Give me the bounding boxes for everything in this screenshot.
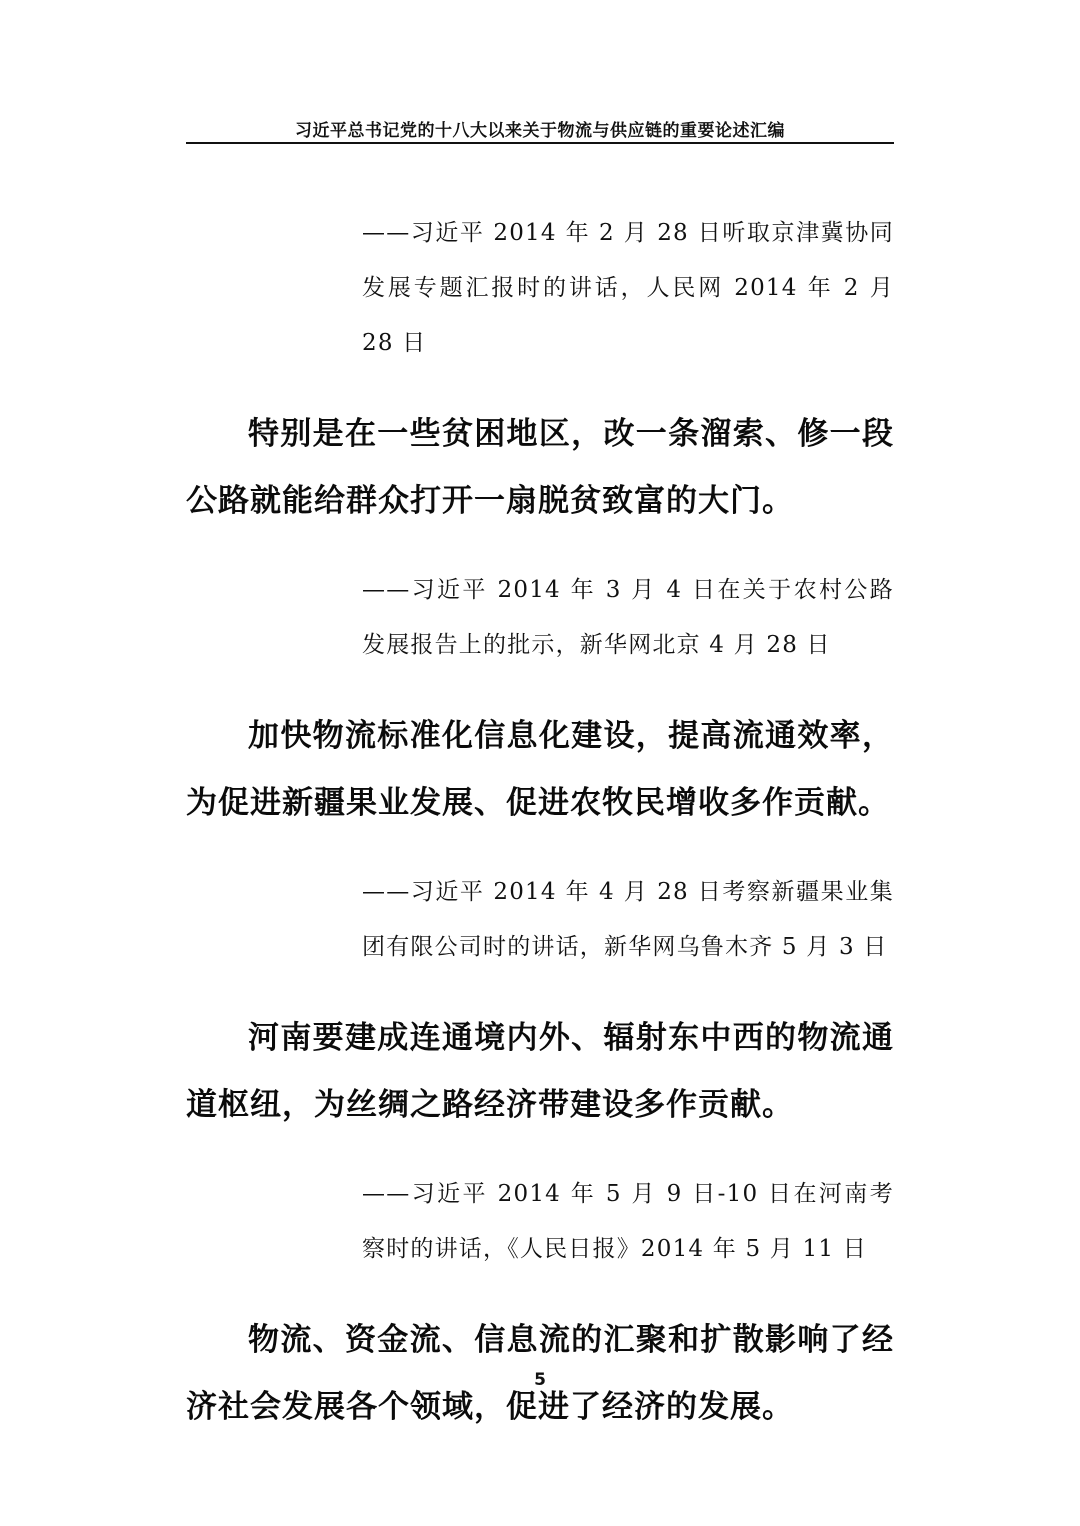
citation-2: ——习近平 2014 年 3 月 4 日在关于农村公路发展报告上的批示，新华网北京 4 月 28 日 xyxy=(362,577,894,658)
quote-1: 特别是在一些贫困地区，改一条溜索、修一段公路就能给群众打开一扇脱贫致富的大门。 xyxy=(186,416,894,519)
citation-1: ——习近平 2014 年 2 月 28 日听取京津冀协同发展专题汇报时的讲话，人民网 2014 年 2 月 28 日 xyxy=(362,220,894,356)
quote-2: 加快物流标准化信息化建设，提高流通效率，为促进新疆果业发展、促进农牧民增收多作贡献。 xyxy=(186,718,894,821)
citation-4: ——习近平 2014 年 5 月 9 日-10 日在河南考察时的讲话，《人民日报》2014 年 5 月 11 日 xyxy=(362,1181,894,1262)
page-content xyxy=(186,200,894,1441)
quote-4: 物流、资金流、信息流的汇聚和扩散影响了经济社会发展各个领域，促进了经济的发展。 xyxy=(186,1322,894,1425)
quote-3: 河南要建成连通境内外、辐射东中西的物流通道枢纽，为丝绸之路经济带建设多作贡献。 xyxy=(186,1020,894,1123)
citation-3: ——习近平 2014 年 4 月 28 日考察新疆果业集团有限公司时的讲话，新华网乌鲁木齐 5 月 3 日 xyxy=(362,879,894,960)
running-header: 习近平总书记党的十八大以来关于物流与供应链的重要论述汇编 xyxy=(295,121,785,141)
header-rule xyxy=(186,142,894,144)
page-number: 5 xyxy=(534,1370,546,1390)
